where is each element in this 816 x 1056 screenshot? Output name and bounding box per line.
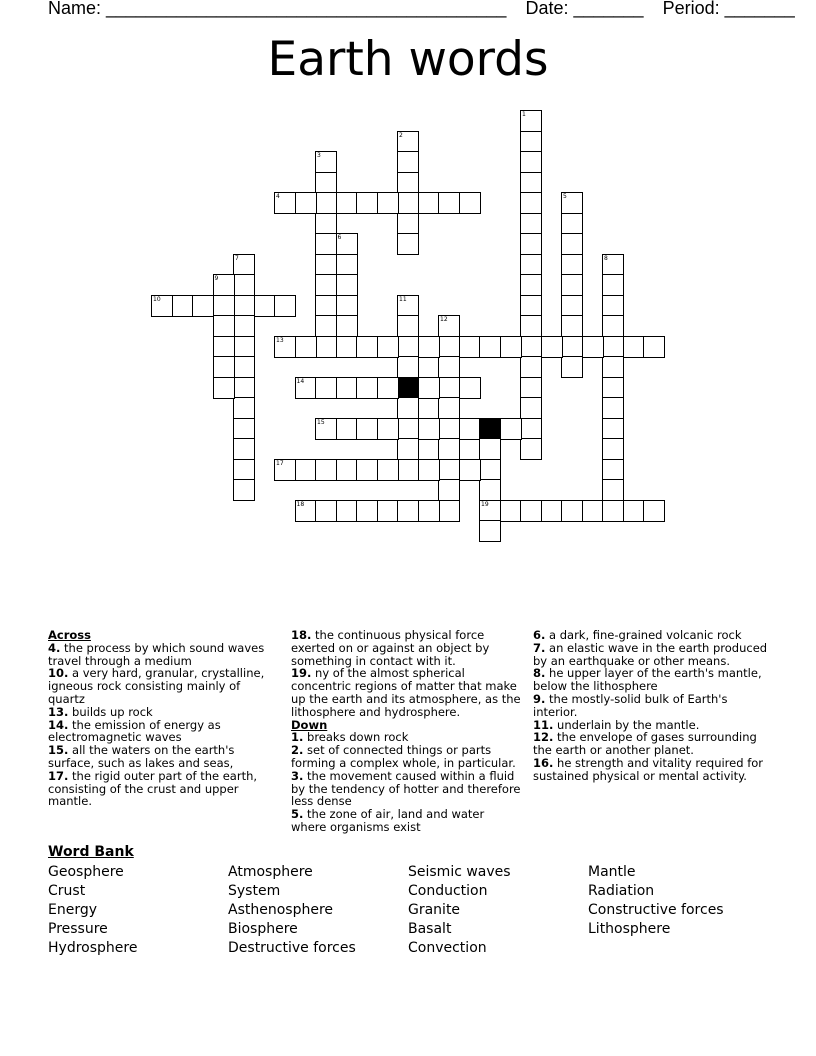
grid-cell[interactable]	[561, 213, 583, 235]
grid-cell[interactable]	[541, 336, 563, 358]
clue-across-4: 4. the process by which sound waves travel through a medium	[48, 640, 265, 668]
grid-cell[interactable]	[602, 274, 624, 296]
grid-cell[interactable]	[397, 315, 419, 337]
clue-down-9: 9. the mostly-solid bulk of Earth's interior.	[533, 691, 728, 719]
word-bank-heading: Word Bank	[48, 844, 134, 860]
word-bank-column-3	[408, 863, 511, 958]
clue-number-1: 1	[522, 111, 526, 118]
grid-cell[interactable]	[602, 315, 624, 337]
grid-cell[interactable]	[520, 192, 542, 214]
word-bank-item: Atmosphere	[228, 864, 313, 880]
grid-cell[interactable]	[397, 151, 419, 173]
clue-number-8: 8	[604, 254, 608, 262]
clue-number-18: 18	[296, 500, 305, 508]
grid-cell[interactable]	[438, 459, 460, 481]
grid-cell[interactable]	[438, 397, 460, 419]
grid-cell[interactable]	[561, 500, 583, 522]
grid-cell[interactable]	[582, 336, 604, 358]
grid-block	[397, 377, 419, 399]
clue-down-16: 16. he strength and vitality required for sustained physical or mental activity.	[533, 755, 764, 783]
grid-cell[interactable]	[233, 315, 255, 337]
grid-cell[interactable]	[233, 295, 255, 317]
clue-across-18: 18. the continuous physical force exerted on or against an object by something in contact with it.	[291, 628, 490, 668]
word-bank-item: Biosphere	[228, 921, 298, 937]
grid-cell[interactable]	[213, 356, 235, 378]
grid-cell[interactable]	[397, 213, 419, 235]
clue-number-5: 5	[563, 193, 567, 200]
word-bank-item: Constructive forces	[588, 902, 724, 918]
clue-down-7: 7. an elastic wave in the earth produced by an earthquake or other means.	[533, 640, 768, 668]
grid-cell[interactable]	[602, 336, 624, 358]
grid-cell[interactable]	[438, 356, 460, 378]
word-bank-column-4	[588, 863, 724, 939]
grid-cell[interactable]	[315, 377, 337, 399]
word-bank-item: Basalt	[408, 921, 452, 937]
word-bank-item: System	[228, 883, 281, 899]
grid-cell[interactable]	[500, 336, 522, 358]
puzzle-title: Earth words	[267, 32, 549, 87]
grid-cell[interactable]	[233, 274, 255, 296]
grid-cell[interactable]	[336, 459, 358, 481]
grid-cell[interactable]	[397, 172, 419, 194]
grid-cell[interactable]	[561, 336, 583, 358]
grid-cell[interactable]	[520, 500, 542, 522]
grid-cell[interactable]	[520, 233, 542, 255]
grid-cell[interactable]	[418, 500, 440, 522]
grid-cell[interactable]	[520, 377, 542, 399]
grid-cell[interactable]	[295, 336, 317, 358]
grid-cell[interactable]	[397, 397, 419, 419]
grid-cell[interactable]	[356, 377, 378, 399]
clue-number-19: 19	[481, 500, 489, 508]
grid-cell[interactable]	[643, 336, 665, 358]
grid-cell[interactable]	[336, 254, 358, 276]
grid-cell[interactable]	[479, 520, 501, 542]
grid-cell[interactable]	[315, 254, 337, 276]
across-heading: Across	[48, 628, 91, 642]
clue-down-12: 12. the envelope of gases surrounding the earth or another planet.	[533, 730, 757, 758]
grid-cell[interactable]	[315, 172, 337, 194]
grid-cell[interactable]	[520, 397, 542, 419]
word-bank-item: Crust	[48, 883, 86, 899]
grid-cell[interactable]	[315, 459, 337, 481]
down-heading: Down	[291, 717, 328, 732]
grid-cell[interactable]	[397, 459, 419, 481]
grid-cell[interactable]	[397, 233, 419, 255]
clue-down-5: 5. the zone of air, land and water where organisms exist	[291, 807, 485, 834]
grid-cell[interactable]	[602, 438, 624, 460]
grid-cell[interactable]	[377, 459, 399, 481]
grid-cell[interactable]	[295, 192, 317, 214]
grid-cell[interactable]	[602, 397, 624, 419]
period-field[interactable]: Period: _______	[662, 0, 795, 18]
grid-cell[interactable]	[541, 500, 563, 522]
grid-cell[interactable]	[438, 418, 460, 440]
grid-cell[interactable]	[479, 459, 501, 481]
word-bank-item: Radiation	[588, 883, 655, 899]
grid-cell[interactable]	[438, 479, 460, 501]
grid-cell[interactable]	[172, 295, 194, 317]
grid-cell[interactable]	[377, 377, 399, 399]
grid-cell[interactable]	[623, 336, 645, 358]
clue-down-11: 11. underlain by the mantle.	[533, 717, 700, 732]
clue-number-16: 16	[481, 418, 489, 426]
clue-across-19: 19. ny of the almost spherical concentric regions of matter that make up the earth and its atmosphere, as the lithosphere and hydrosphere.	[291, 666, 521, 719]
clue-down-3: 3. the movement caused within a fluid by the tendency of hotter and therefore less dense	[291, 768, 521, 809]
grid-cell[interactable]	[438, 336, 460, 358]
grid-cell[interactable]	[520, 274, 542, 296]
grid-cell[interactable]	[520, 295, 542, 317]
word-bank-item: Granite	[408, 902, 461, 918]
word-bank	[48, 844, 724, 956]
grid-cell[interactable]	[520, 315, 542, 337]
grid-cell[interactable]	[500, 418, 522, 440]
grid-cell[interactable]	[459, 336, 481, 358]
word-bank-column-2	[228, 863, 356, 958]
word-bank-item: Lithosphere	[588, 921, 671, 937]
grid-cell[interactable]	[356, 192, 378, 214]
grid-cell[interactable]	[336, 315, 358, 337]
grid-cell[interactable]	[418, 418, 440, 440]
grid-cell[interactable]	[233, 356, 255, 378]
grid-cell[interactable]	[356, 336, 378, 358]
grid-cell[interactable]	[274, 295, 296, 317]
grid-cell[interactable]	[192, 295, 214, 317]
date-field[interactable]: Date: _______	[525, 0, 644, 18]
grid-cell[interactable]	[295, 459, 317, 481]
grid-cell[interactable]	[602, 500, 624, 522]
clue-number-14: 14	[296, 377, 305, 385]
clue-across-13: 13. builds up rock	[48, 704, 153, 719]
grid-cell[interactable]	[500, 500, 522, 522]
clue-number-7: 7	[235, 254, 239, 262]
name-field[interactable]: Name: ________________________________________	[48, 0, 507, 18]
clue-number-6: 6	[337, 234, 342, 241]
grid-cell[interactable]	[336, 192, 358, 214]
grid-cell[interactable]	[336, 295, 358, 317]
grid-cell[interactable]	[602, 418, 624, 440]
word-bank-item: Mantle	[588, 864, 636, 880]
grid-cell[interactable]	[520, 172, 542, 194]
grid-cell[interactable]	[233, 336, 255, 358]
grid-cell[interactable]	[336, 274, 358, 296]
grid-cell[interactable]	[315, 213, 337, 235]
grid-cell[interactable]	[602, 479, 624, 501]
grid-cell[interactable]	[377, 418, 399, 440]
grid-cell[interactable]	[377, 500, 399, 522]
grid-cell[interactable]	[233, 438, 255, 460]
grid-cell[interactable]	[561, 356, 583, 378]
grid-cell[interactable]	[561, 233, 583, 255]
grid-cell[interactable]	[315, 336, 337, 358]
grid-cell[interactable]	[315, 315, 337, 337]
grid-cell[interactable]	[233, 377, 255, 399]
grid-cell[interactable]	[213, 377, 235, 399]
clue-across-15: 15. all the waters on the earth's surface, such as lakes and seas,	[48, 743, 235, 770]
grid-cell[interactable]	[561, 315, 583, 337]
grid-cell[interactable]	[233, 459, 255, 481]
grid-cell[interactable]	[459, 377, 481, 399]
grid-cell[interactable]	[233, 479, 255, 501]
grid-cell[interactable]	[213, 336, 235, 358]
grid-cell[interactable]	[377, 336, 399, 358]
grid-cell[interactable]	[377, 192, 399, 214]
grid-cell[interactable]	[520, 131, 542, 153]
clue-number-17: 17	[276, 459, 284, 467]
word-bank-item: Pressure	[48, 921, 108, 937]
grid-cell[interactable]	[623, 500, 645, 522]
grid-cell[interactable]	[418, 192, 440, 214]
clue-number-15: 15	[317, 418, 325, 426]
grid-cell[interactable]	[336, 500, 358, 522]
clues-column-3	[533, 629, 773, 783]
clue-across-17: 17. the rigid outer part of the earth, consisting of the crust and upper mantle.	[48, 768, 258, 809]
grid-cell[interactable]	[233, 418, 255, 440]
grid-cell[interactable]	[643, 500, 665, 522]
grid-cell[interactable]	[602, 356, 624, 378]
grid-cell[interactable]	[520, 438, 542, 460]
grid-cell[interactable]	[520, 213, 542, 235]
grid-cell[interactable]	[315, 274, 337, 296]
word-bank-item: Hydrosphere	[48, 940, 138, 956]
grid-cell[interactable]	[459, 459, 481, 481]
grid-cell[interactable]	[520, 356, 542, 378]
word-bank-item: Convection	[408, 940, 487, 956]
grid-cell[interactable]	[315, 295, 337, 317]
grid-cell[interactable]	[479, 479, 501, 501]
word-bank-item: Asthenosphere	[228, 902, 334, 918]
clue-number-4: 4	[276, 193, 280, 200]
clue-across-10: 10. a very hard, granular, crystalline, igneous rock consisting mainly of quartz	[48, 666, 265, 706]
clue-number-10: 10	[153, 295, 161, 303]
grid-cell[interactable]	[520, 336, 542, 358]
grid-cell[interactable]	[479, 336, 501, 358]
grid-cell[interactable]	[561, 295, 583, 317]
word-bank-item: Geosphere	[48, 864, 124, 880]
clue-number-13: 13	[276, 336, 284, 344]
grid-cell[interactable]	[602, 459, 624, 481]
grid-cell[interactable]	[479, 438, 501, 460]
grid-cell[interactable]	[397, 356, 419, 378]
grid-cell[interactable]	[520, 254, 542, 276]
grid-cell[interactable]	[315, 500, 337, 522]
grid-cell[interactable]	[315, 192, 337, 214]
grid-cell[interactable]	[254, 295, 276, 317]
word-bank-item: Conduction	[408, 883, 488, 899]
clue-number-3: 3	[317, 152, 321, 159]
grid-cell[interactable]	[233, 397, 255, 419]
clue-across-14: 14. the emission of energy as electromagnetic waves	[48, 717, 221, 745]
grid-cell[interactable]	[438, 192, 460, 214]
grid-cell[interactable]	[418, 459, 440, 481]
grid-cell[interactable]	[213, 315, 235, 337]
clue-down-8: 8. he upper layer of the earth's mantle, below the lithosphere	[533, 666, 762, 694]
grid-cell[interactable]	[438, 377, 460, 399]
clue-number-11: 11	[399, 295, 407, 303]
word-bank-item: Energy	[48, 902, 98, 918]
grid-cell[interactable]	[397, 192, 419, 214]
grid-cell[interactable]	[356, 500, 378, 522]
clue-down-6: 6. a dark, fine-grained volcanic rock	[533, 628, 742, 642]
grid-cell[interactable]	[602, 377, 624, 399]
clues-column-1	[48, 629, 280, 808]
grid-cell[interactable]	[336, 418, 358, 440]
grid-cell[interactable]	[213, 295, 235, 317]
grid-cell[interactable]	[582, 500, 604, 522]
grid-cell[interactable]	[418, 336, 440, 358]
clues-column-2	[291, 629, 523, 834]
word-bank-item: Seismic waves	[408, 864, 511, 880]
grid-cell[interactable]	[438, 438, 460, 460]
clue-down-2: 2. set of connected things or parts forming a complex whole, in particular.	[291, 743, 516, 770]
grid-cell[interactable]	[418, 377, 440, 399]
grid-cell[interactable]	[459, 418, 481, 440]
grid-cell[interactable]	[336, 377, 358, 399]
grid-cell[interactable]	[520, 418, 542, 440]
grid-cell[interactable]	[520, 151, 542, 173]
grid-cell[interactable]	[459, 192, 481, 214]
clue-number-12: 12	[440, 316, 448, 323]
grid-cell[interactable]	[561, 254, 583, 276]
grid-cell[interactable]	[336, 336, 358, 358]
grid-cell[interactable]	[397, 500, 419, 522]
clue-number-2: 2	[399, 131, 403, 139]
grid-cell[interactable]	[315, 233, 337, 255]
grid-cell[interactable]	[561, 274, 583, 296]
clue-down-1: 1. breaks down rock	[291, 730, 409, 745]
word-bank-column-1	[48, 863, 137, 958]
grid-cell[interactable]	[438, 500, 460, 522]
grid-cell[interactable]	[356, 459, 378, 481]
clue-number-9: 9	[214, 275, 219, 282]
grid-cell[interactable]	[602, 295, 624, 317]
grid-cell[interactable]	[397, 336, 419, 358]
word-bank-item: Destructive forces	[228, 940, 356, 956]
grid-cell[interactable]	[397, 418, 419, 440]
grid-cell[interactable]	[397, 438, 419, 460]
grid-cell[interactable]	[356, 418, 378, 440]
